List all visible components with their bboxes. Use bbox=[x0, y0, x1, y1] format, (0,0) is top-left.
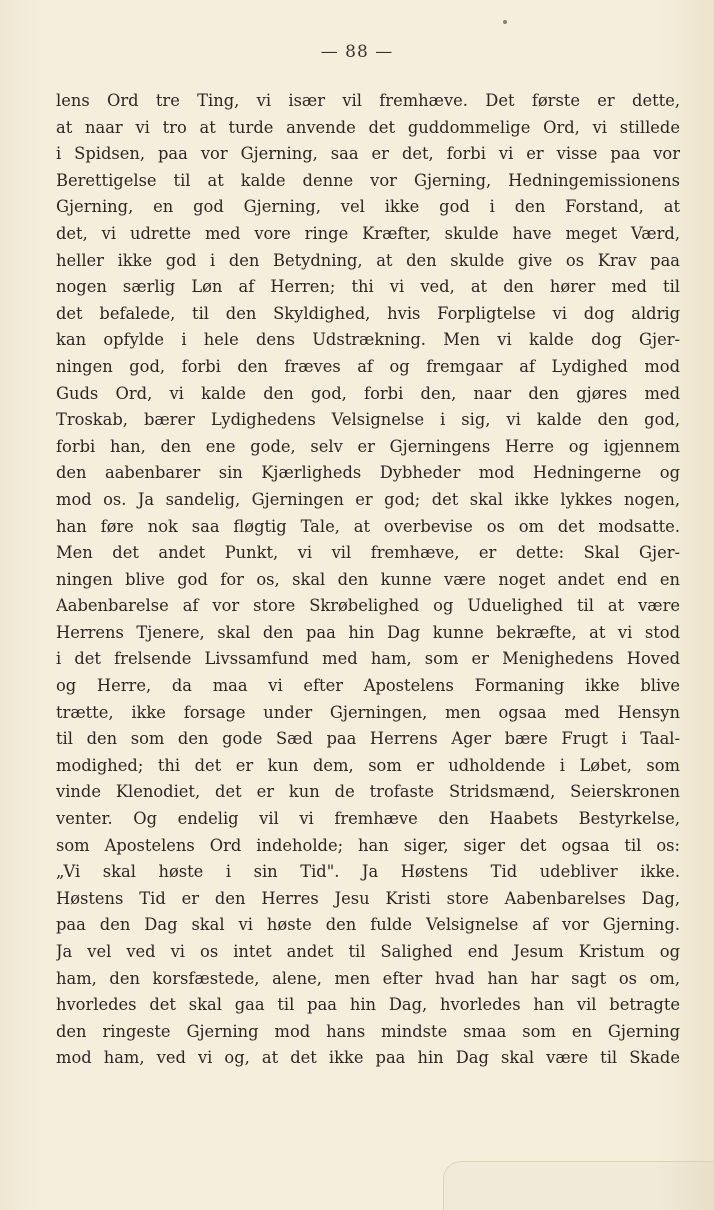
text-line: mod os. Ja sandelig, Gjerningen er god; det skal ikke lykkes nogen, bbox=[56, 489, 680, 509]
text-line: til den som den gode Sæd paa Herrens Ager bære Frugt i Taal- bbox=[56, 729, 680, 749]
text-line: Ja vel ved vi os intet andet til Salighed end Jesum Kristum og bbox=[56, 942, 680, 961]
text-line: hvorledes det skal gaa til paa hin Dag, hvorledes han vil betragte bbox=[56, 995, 680, 1015]
text-line: ningen blive god for os, skal den kunne være noget andet end en bbox=[56, 569, 680, 589]
text-line: det, vi udrette med vore ringe Kræfter, skulde have meget Værd, bbox=[56, 223, 680, 243]
text-line: venter. Og endelig vil vi fremhæve den Haabets Bestyrkelse, bbox=[56, 809, 680, 829]
text-line: det befalede, til den Skyldighed, hvis Forpligtelse vi dog aldrig bbox=[56, 303, 680, 323]
text-line: ningen god, forbi den fræves af og fremgaar af Lydighed mod bbox=[56, 356, 680, 376]
text-line: modighed; thi det er kun dem, som er udholdende i Løbet, som bbox=[56, 755, 680, 775]
text-line: Høstens Tid er den Herres Jesu Kristi store Aabenbarelses Dag, bbox=[56, 888, 680, 908]
text-line: som Apostelens Ord indeholde; han siger, siger det ogsaa til os: bbox=[56, 835, 680, 855]
text-line: nogen særlig Løn af Herren; thi vi ved, at den hører med til bbox=[56, 277, 680, 297]
text-line: forbi han, den ene gode, selv er Gjerningens Herre og igjennem bbox=[56, 436, 680, 456]
text-line: at naar vi tro at turde anvende det guddommelige Ord, vi stillede bbox=[56, 117, 680, 137]
text-line: den ringeste Gjerning mod hans mindste smaa som en Gjerning bbox=[56, 1021, 680, 1041]
text-line: Guds Ord, vi kalde den god, forbi den, naar den gjøres med bbox=[56, 383, 680, 403]
page-fold-shadow bbox=[443, 1161, 714, 1210]
text-line: i det frelsende Livssamfund med ham, som er Menighedens Hoved bbox=[56, 649, 680, 669]
text-line: ham, den korsfæstede, alene, men efter hvad han har sagt os om, bbox=[56, 968, 680, 988]
text-line: vinde Klenodiet, det er kun de trofaste Stridsmænd, Seierskronen bbox=[56, 782, 680, 802]
text-line: heller ikke god i den Betydning, at den skulde give os Krav paa bbox=[56, 250, 680, 270]
text-line: i Spidsen, paa vor Gjerning, saa er det, forbi vi er visse paa vor bbox=[56, 144, 680, 164]
text-line: Gjerning, en god Gjerning, vel ikke god i den Forstand, at bbox=[56, 197, 680, 217]
text-line: han føre nok saa fløgtig Tale, at overbevise os om det modsatte. bbox=[56, 516, 680, 536]
text-line: lens Ord tre Ting, vi især vil fremhæve. Det første er dette, bbox=[56, 91, 680, 110]
text-line: og Herre, da maa vi efter Apostelens Formaning ikke blive bbox=[56, 676, 680, 696]
text-line: Troskab, bærer Lydighedens Velsignelse i sig, vi kalde den god, bbox=[56, 410, 680, 430]
text-line: „Vi skal høste i sin Tid". Ja Høstens Tid udebliver ikke. bbox=[56, 862, 680, 882]
text-line: Men det andet Punkt, vi vil fremhæve, er dette: Skal Gjer- bbox=[56, 543, 680, 563]
text-line: Berettigelse til at kalde denne vor Gjerning, Hedningemissionens bbox=[56, 170, 680, 190]
text-line: mod ham, ved vi og, at det ikke paa hin Dag skal være til Skade bbox=[56, 1048, 680, 1068]
text-line: Aabenbarelse af vor store Skrøbelighed og Uduelighed til at være bbox=[56, 596, 680, 616]
body-text bbox=[56, 88, 680, 1072]
text-line: paa den Dag skal vi høste den fulde Velsignelse af vor Gjerning. bbox=[56, 915, 680, 935]
text-line: kan opfylde i hele dens Udstrækning. Men vi kalde dog Gjer- bbox=[56, 330, 680, 350]
page-number: — 88 — bbox=[320, 42, 394, 62]
text-line: Herrens Tjenere, skal den paa hin Dag kunne bekræfte, at vi stod bbox=[56, 622, 680, 642]
text-line: den aabenbarer sin Kjærligheds Dybheder mod Hedningerne og bbox=[56, 463, 680, 483]
ink-speck bbox=[503, 20, 507, 24]
text-line: trætte, ikke forsage under Gjerningen, men ogsaa med Hensyn bbox=[56, 702, 680, 722]
